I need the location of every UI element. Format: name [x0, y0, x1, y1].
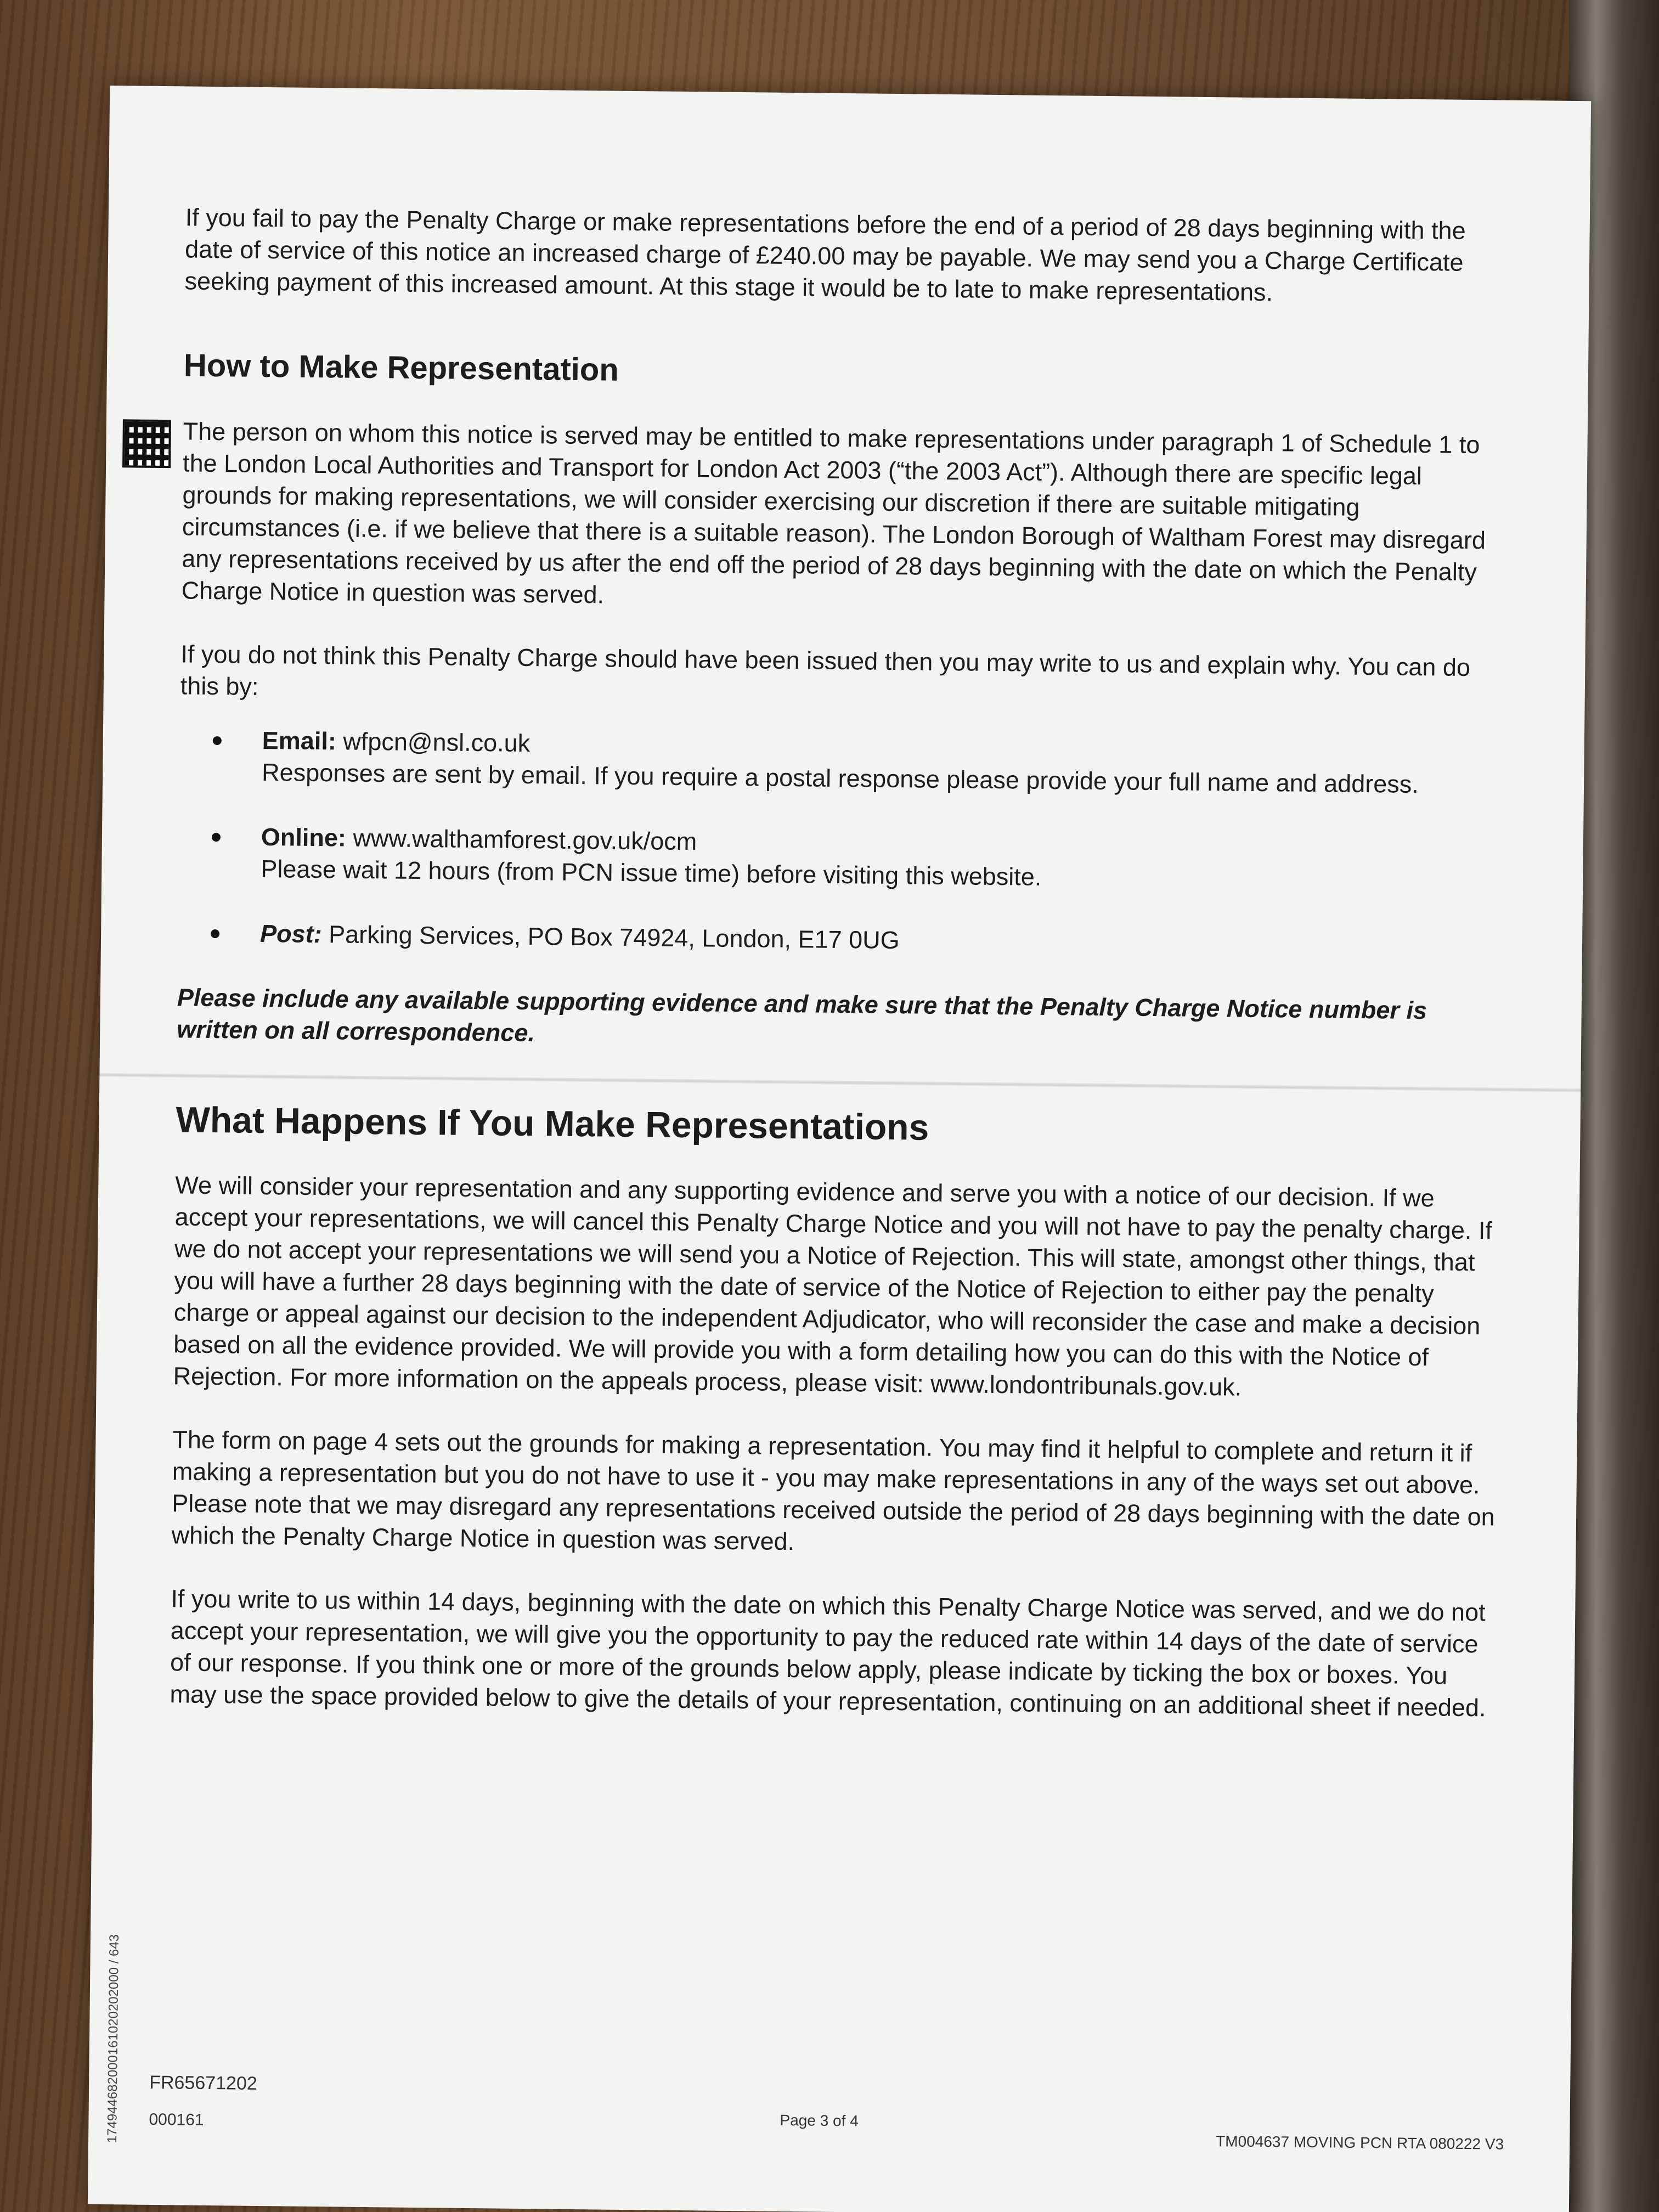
- section-heading-how-to: How to Make Representation: [183, 347, 619, 388]
- online-value[interactable]: www.walthamforest.gov.uk/ocm: [353, 823, 697, 856]
- what-happens-paragraph-1: We will consider your representation and any supporting evidence and serve you with a notice of our decision. If we accept your representations, we will cancel this Penalty Charge Notice and you will not have to pay the penalty charge. If we do not accept your representations we will send you a Notice of Rejection. This will state, amongst other things, that you will have a further 28 days beginning with the date of service of the Notice of Rejection to either pay the penalty charge or appeal against our decision to the independent Adjudicator, who will reconsider the case and make a decision based on all the evidence provided. We will provide you with a form detailing how you can do this with the Notice of Rejection. For more information on the appeals process, please visit: www.londontribunals.gov.uk.: [173, 1171, 1493, 1401]
- section-heading-what-happens: What Happens If You Make Representations: [176, 1099, 929, 1148]
- qr-code-icon: [122, 419, 171, 468]
- method-online: [211, 821, 1506, 898]
- email-label: Email:: [262, 726, 337, 755]
- evidence-note: Please include any available supporting evidence and make sure that the Penalty Charge Notice number is written on all correspondence.: [177, 983, 1427, 1047]
- intro-paragraph: If you fail to pay the Penalty Charge or make representations before the end of a period of 28 days beginning with the date of service of this notice an increased charge of £240.00 may be payable. We may send you a Charge Certificate seeking payment of this increased amount. At this stage it would be to late to make representations.: [184, 203, 1466, 307]
- side-barcode-number: 174944682000161020202000 / 643: [105, 1934, 122, 2143]
- email-note: Responses are sent by email. If you require a postal response please provide your full name and address.: [261, 758, 1419, 799]
- representation-paragraph: The person on whom this notice is served may be entitled to make representations under paragraph 1 of Schedule 1 to the London Local Authorities and Transport for London Act 2003 (“the 2003 Act”). Although there are specific legal grounds for making representations, we will consider exercising our discretion if there are suitable mitigating circumstances (i.e. if we believe that there is a suitable reason). The London Borough of Waltham Forest may disregard any representations received by us after the end off the period of 28 days beginning with the date on which the Penalty Charge Notice in question was served.: [181, 417, 1486, 609]
- page-content: [170, 201, 1513, 1756]
- pcn-reference: FR65671202: [149, 2072, 257, 2094]
- methods-intro: If you do not think this Penalty Charge should have been issued then you may write to us and explain why. You can do this by:: [180, 640, 1471, 701]
- pcn-page: [88, 86, 1591, 2212]
- what-happens-paragraph-2: The form on page 4 sets out the grounds for making a representation. You may find it helpful to complete and return it if making a representation but you do not have to use it - you may make representations in any of the ways set out above. Please note that we may disregard any representations received outside the period of 28 days beginning with the date on which the Penalty Charge Notice in question was served.: [171, 1425, 1495, 1556]
- representation-block: [181, 415, 1511, 620]
- method-email: [212, 724, 1508, 802]
- form-code: TM004637 MOVING PCN RTA 080222 V3: [1216, 2132, 1504, 2153]
- post-label: Post:: [259, 919, 322, 949]
- what-happens-paragraph-3: If you write to us within 14 days, beginning with the date on which this Penalty Charge Notice was served, and we do not accept your representation, we will give you the opportunity to pay the reduced rate within 14 days of the date of service of our response. If you think one or more of the grounds below apply, please indicate by ticking the box or boxes. You may use the space provided below to give the details of your representation, continuing on an additional sheet if needed.: [170, 1584, 1486, 1722]
- email-value[interactable]: wfpcn@nsl.co.uk: [343, 727, 531, 758]
- post-value: Parking Services, PO Box 74924, London, E17 0UG: [328, 920, 900, 955]
- page-number: Page 3 of 4: [780, 2111, 859, 2130]
- online-label: Online:: [261, 822, 347, 852]
- sequence-number: 000161: [149, 2110, 204, 2129]
- contact-methods-list: [178, 724, 1508, 962]
- method-post: [211, 917, 1505, 963]
- online-note: Please wait 12 hours (from PCN issue time) before visiting this website.: [261, 854, 1042, 891]
